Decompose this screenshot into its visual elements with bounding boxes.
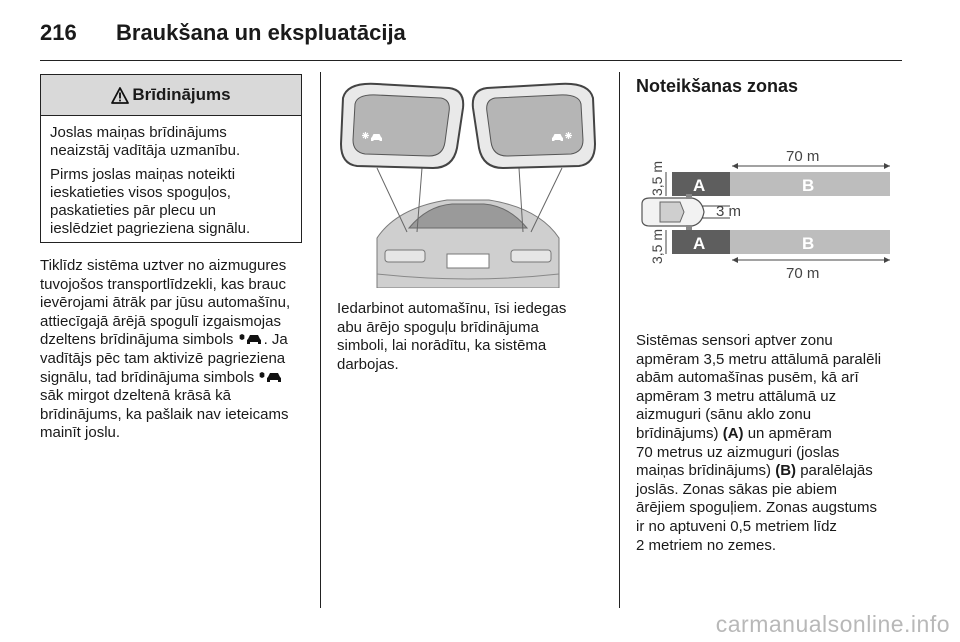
zone-length-top-label: 70 m: [786, 148, 820, 165]
page-number: 216: [40, 20, 77, 45]
column-divider-right: [619, 72, 620, 608]
mirror-illustration: [337, 78, 599, 288]
right-text-part-3: un apmēram 70 metrus uz aizmuguri (joslas maiņas brīdinājums): [636, 424, 840, 480]
car-top-view-icon: [642, 194, 704, 230]
zone-width-bottom-label: 3,5 m: [649, 228, 665, 264]
zone-length-bottom-label: 70 m: [786, 265, 820, 282]
warning-box: [40, 74, 302, 243]
zone-width-top-label: 3,5 m: [649, 160, 665, 196]
zone-b-top-label: B: [802, 176, 815, 195]
left-text-part-3: sāk mirgot dzeltenā krāsā kā brīdinājums, ka pašlaik nav ieteicams mainīt joslu.: [40, 387, 289, 442]
header-rule: [40, 60, 902, 61]
left-text-part-2: . Ja vadītājs pēc tam aktivizē pagrieziena signālu, tad brīdinājuma simbols: [40, 331, 288, 386]
zone-b-bottom-label: B: [802, 234, 815, 253]
right-text-part-1: Sistēmas sensori aptver zonu apmēram 3,5 metru attālumā paralēli abām automašīnas pusēm, kā arī apmēram 3 metru attālumā uz aizmuguri (sānu aklo zonu brīdinājums): [636, 332, 882, 442]
warning-paragraph-1: Joslas maiņas brīdinājums neaizstāj vadītāja uzmanību.: [50, 124, 241, 159]
blind-spot-car-icon: [258, 370, 284, 384]
right-text-part-5: paralēlajās joslās. Zonas sākas pie abiem ārējiem spoguļiem. Zonas augstums ir no aptuveni 0,5 metriem līdz 2 metriem no zemes.: [636, 462, 877, 554]
left-text-part-1: Tiklīdz sistēma uztver no aizmugures tuvojošos transportlīdzekli, kas brauc ievērojami ātrāk par jūsu automašīnu, attiecīgajā ārējā spogulī izgaismojas dzeltens brīdinājuma simbols: [40, 257, 291, 349]
page-header: [40, 14, 902, 54]
warning-heading-text: Brīdinājums: [132, 85, 231, 104]
warning-paragraph-2: Pirms joslas maiņas noteikti ieskatieties visos spoguļos, paskatieties pār plecu un ieslēdziet pagrieziena signālu.: [50, 166, 251, 237]
left-body-text: [40, 257, 310, 443]
middle-caption: Iedarbinot automašīnu, īsi iedegas abu ārējo spoguļu brīdinājuma simboli, lai norādītu, ka sistēma darbojas.: [337, 300, 567, 373]
warning-triangle-icon: [111, 87, 129, 104]
zone-gap-label: 3 m: [716, 203, 742, 220]
zone-a-bottom-label: A: [693, 234, 706, 253]
section-title: Noteikšanas zonas: [636, 76, 799, 96]
page-title: Braukšana un ekspluatācija: [116, 20, 406, 45]
zone-a-top-label: A: [693, 176, 706, 195]
detection-zone-diagram: [636, 108, 900, 318]
right-body-text: [636, 332, 906, 555]
zone-a-reference: (A): [722, 424, 744, 442]
warning-heading: [41, 75, 301, 116]
zone-b-reference: (B): [775, 462, 797, 480]
column-divider-left: [320, 72, 321, 608]
watermark: carmanualsonline.info: [715, 611, 950, 637]
blind-spot-car-icon: [238, 332, 264, 346]
